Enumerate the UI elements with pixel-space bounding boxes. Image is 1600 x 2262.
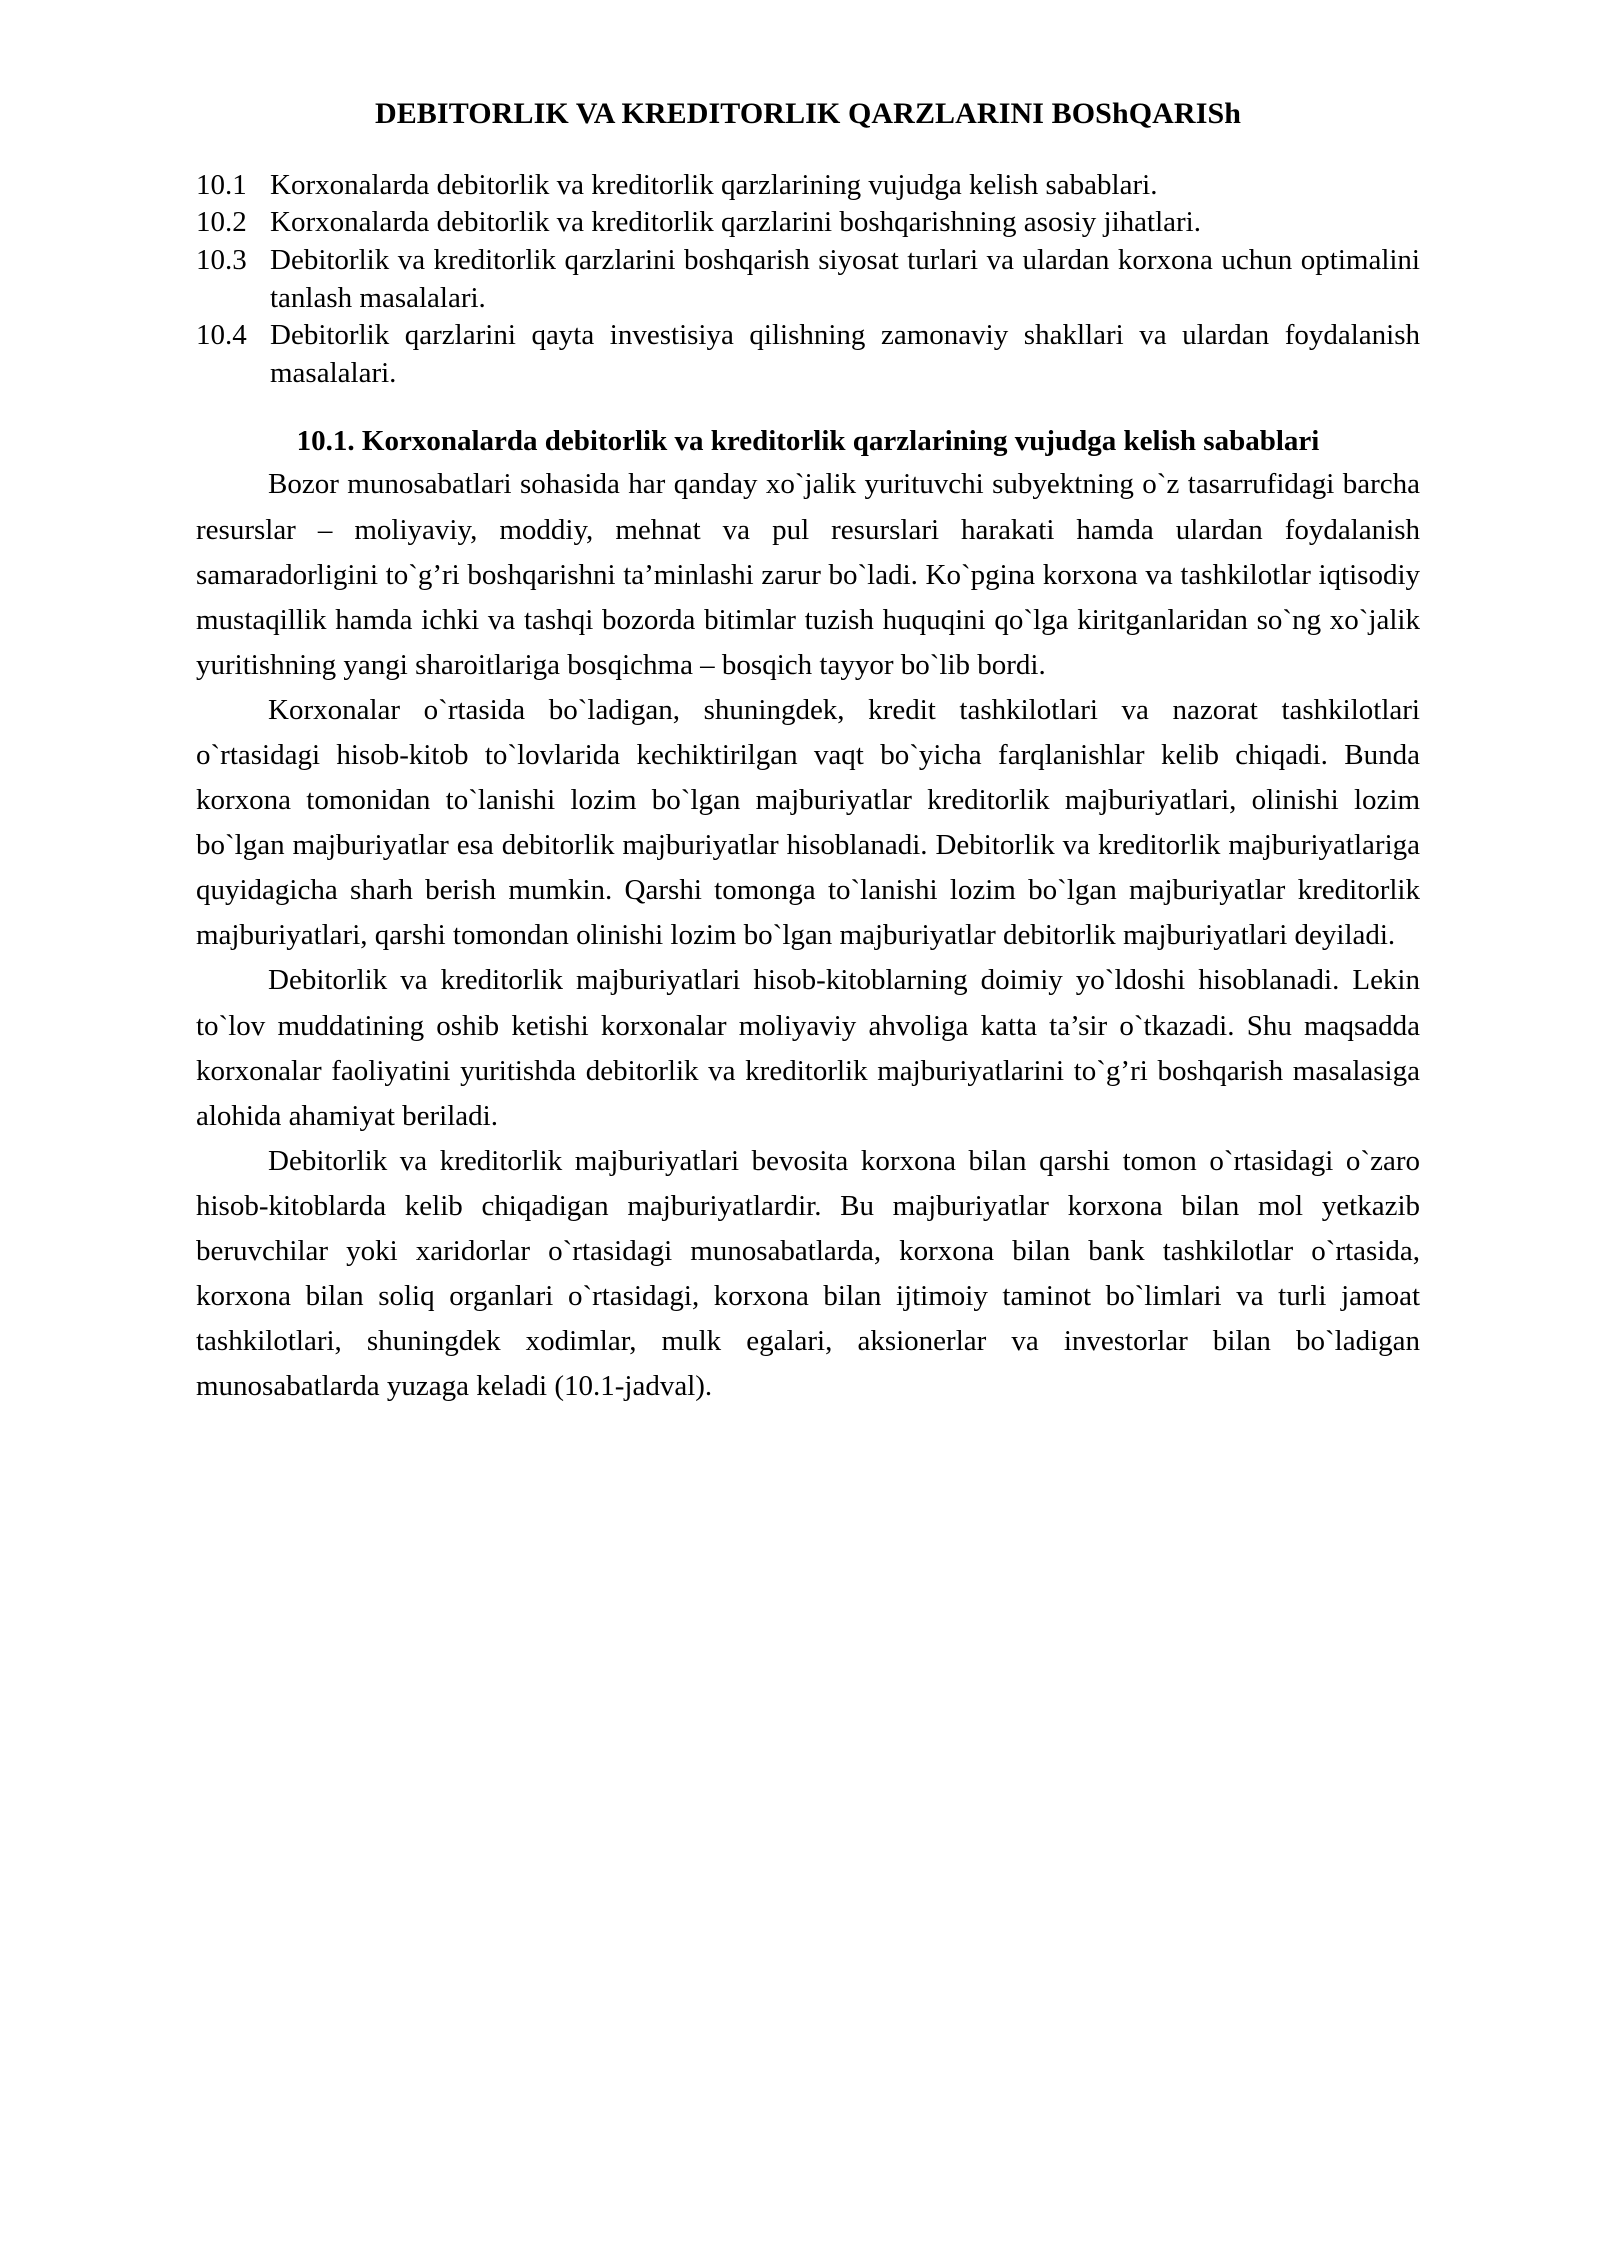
body-paragraph: Debitorlik va kreditorlik majburiyatlari hisob-kitoblarning doimiy yo`ldoshi hisoblanadi. Lekin to`lov muddatining oshib ketishi korxonalar moliyaviy ahvoliga katta ta’sir o`tkazadi. Shu maqsadda korxonalar faoliyatini yuritishda debitorlik va kreditorlik majburiyatlarini to`g’ri boshqarish masalasiga alohida ahamiyat beriladi. bbox=[196, 964, 1420, 1132]
body-paragraph: Bozor munosabatlari sohasida har qanday xo`jalik yurituvchi subyektning o`z tasarrufidagi barcha resurslar – moliyaviy, moddiy, mehnat va pul resurslari harakati hamda ulardan foydalanish samaradorligini to`g’ri boshqarishni ta’minlashi zarur bo`ladi. Ko`pgina korxona va tashkilotlar iqtisodiy mustaqillik hamda ichki va tashqi bozorda bitimlar tuzish huquqini qo`lga kiritganlaridan so`ng xo`jalik yuritishning yangi sharoitlariga bosqichma – bosqich tayyor bo`lib bordi. bbox=[196, 468, 1420, 681]
outline-item-number: 10.1 bbox=[196, 168, 247, 201]
outline-item-number: 10.3 bbox=[196, 243, 247, 276]
body-paragraph: Debitorlik va kreditorlik majburiyatlari bevosita korxona bilan qarshi tomon o`rtasidagi o`zaro hisob-kitoblarda kelib chiqadigan majburiyatlardir. Bu majburiyatlar korxona bilan mol yetkazib beruvchilar yoki xaridorlar o`rtasidagi munosabatlarda, korxona bilan bank tashkilotlar o`rtasida, korxona bilan soliq organlari o`rtasidagi, korxona bilan ijtimoiy taminot bo`limlari va turli jamoat tashkilotlari, shuningdek xodimlar, mulk egalari, aksionerlar va investorlar bilan bo`ladigan munosabatlarda yuzaga keladi (10.1-jadval). bbox=[196, 1144, 1420, 1403]
section-heading: 10.1. Korxonalarda debitorlik va kreditorlik qarzlarining vujudga kelish sabablari bbox=[296, 424, 1320, 457]
page-title: DEBITORLIK VA KREDITORLIK QARZLARINI BOShQARISh bbox=[374, 97, 1242, 130]
outline-item bbox=[196, 242, 1420, 317]
outline-item-label: Korxonalarda debitorlik va kreditorlik qarzlarining vujudga kelish sabablari. bbox=[270, 168, 1158, 201]
outline-item bbox=[196, 204, 1420, 242]
outline-item-label: Korxonalarda debitorlik va kreditorlik qarzlarini boshqarishning asosiy jihatlari. bbox=[270, 206, 1201, 239]
outline-item-number: 10.4 bbox=[196, 319, 247, 352]
outline-item bbox=[196, 167, 1420, 205]
chapter-outline-list bbox=[196, 167, 1420, 393]
outline-item-label: Debitorlik va kreditorlik qarzlarini boshqarish siyosat turlari va ulardan korxona uchun optimalini tanlash masalalari. bbox=[270, 243, 1420, 314]
body-paragraph: Korxonalar o`rtasida bo`ladigan, shuningdek, kredit tashkilotlari va nazorat tashkilotlari o`rtasidagi hisob-kitob to`lovlarida kechiktirilgan vaqt bo`yicha farqlanishlar kelib chiqadi. Bunda korxona tomonidan to`lanishi lozim bo`lgan majburiyatlar kreditorlik majburiyatlari, olinishi lozim bo`lgan majburiyatlar esa debitorlik majburiyatlar hisoblanadi. Debitorlik va kreditorlik majburiyatlariga quyidagicha sharh berish mumkin. Qarshi tomonga to`lanishi lozim bo`lgan majburiyatlar kreditorlik majburiyatlari, qarshi tomondan olinishi lozim bo`lgan majburiyatlar debitorlik majburiyatlari deyiladi. bbox=[196, 693, 1420, 952]
page-content bbox=[196, 96, 1420, 1409]
outline-item-number: 10.2 bbox=[196, 206, 247, 239]
outline-item-label: Debitorlik qarzlarini qayta investisiya qilishning zamonaviy shakllari va ulardan foydalanish masalalari. bbox=[270, 319, 1420, 390]
outline-item bbox=[196, 317, 1420, 392]
